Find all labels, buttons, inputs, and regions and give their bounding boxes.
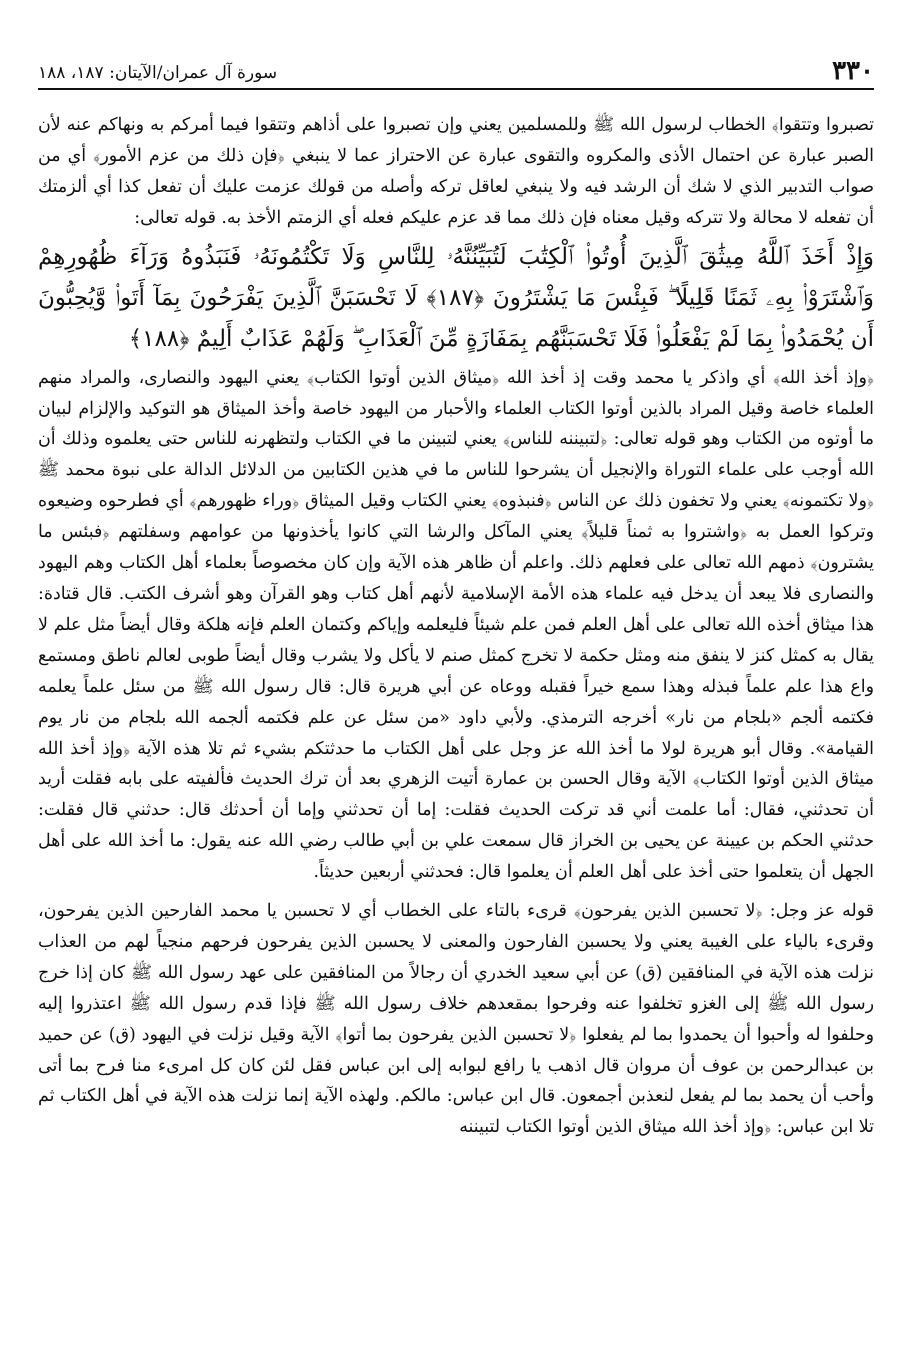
page-body (38, 110, 874, 1143)
running-head: سورة آل عمران/الآيتان: ١٨٧، ١٨٨ (38, 63, 278, 83)
page-number: ٣٣٠ (832, 56, 874, 86)
commentary-paragraph: ﴿وإذ أخذ الله﴾ أي واذكر يا محمد وقت إذ أخذ الله ﴿ميثاق الذين أوتوا الكتاب﴾ يعني اليهود والنصارى، والمراد منهم العلماء خاصة وقيل المراد بالذين أوتوا الكتاب العلماء والأحبار من اليهود خاصة وأخذ الميثاق هو التوكيد والإلزام لبيان ما أوتوه من الكتاب وهو قوله تعالى: ﴿لتبيننه للناس﴾ يعني لتبينن ما في الكتاب ولتظهرنه للناس حتى يعلموه وذلك أن الله أوجب على علماء التوراة والإنجيل أن يشرحوا للناس ما في هذين الكتابين من الدلائل الدالة على نبوة محمد ﷺ ﴿ولا تكتمونه﴾ يعني ولا تخفون ذلك عن الناس ﴿فنبذوه﴾ يعني الكتاب وقيل الميثاق ﴿وراء ظهورهم﴾ أي فطرحوه وضيعوه وتركوا العمل به ﴿واشتروا به ثمناً قليلاً﴾ يعني المآكل والرشا التي كانوا يأخذونها من عوامهم وسفلتهم ﴿فبئس ما يشترون﴾ ذمهم الله تعالى على فعلهم ذلك. واعلم أن ظاهر هذه الآية وإن كان مخصوصاً بعلماء أهل الكتاب وهم اليهود والنصارى فلا يبعد أن يدخل فيه علماء هذه الأمة الإسلامية لأنهم أهل كتاب وهو القرآن وهو أشرف الكتب. قال قتادة: هذا ميثاق أخذه الله تعالى على أهل العلم فمن علم شيئاً فليعلمه وإياكم وكتمان العلم فإنه هلكة وقال أيضاً مثل علم لا يقال به كمثل كنز لا ينفق منه ومثل حكمة لا تخرج كمثل صنم لا يأكل ولا يشرب وقال أيضاً طوبى لعالم ناطق ومستمع واع هذا علم علماً فبذله وهذا سمع خيراً فقبله ووعاه عن أبي هريرة قال: قال رسول الله ﷺ من سئل علماً يعلمه فكتمه ألجم «بلجام من نار» أخرجه الترمذي. ولأبي داود «من سئل عن علم فكتمه ألجمه الله بلجام من نار يوم القيامة». وقال أبو هريرة لولا ما أخذ الله عز وجل على أهل الكتاب ما حدثتكم بشيء ثم تلا هذه الآية ﴿وإذ أخذ الله ميثاق الذين أوتوا الكتاب﴾ الآية وقال الحسن بن عمارة أتيت الزهري بعد أن ترك الحديث فألفيته على بابه فقلت أريد أن تحدثني، فقال: أما علمت أني قد تركت الحديث فقلت: إما أن تحدثني وإما أن أحدثك قال: حدثني قال فقلت: حدثني الحكم بن عيينة عن يحيى بن الخراز قال سمعت علي بن أبي طالب رضي الله عنه يقول: ما أخذ الله على أهل الجهل أن يتعلموا حتى أخذ على أهل العلم أن يعلموا قال: فحدثني أربعين حديثاً. (38, 367, 874, 883)
commentary-paragraph: قوله عز وجل: ﴿لا تحسبن الذين يفرحون﴾ قرىء بالتاء على الخطاب أي لا تحسبن يا محمد الفارحين الذين يفرحون، وقرىء بالياء على الغيبة يعني ولا يحسبن الفارحون والمعنى لا يحسبن الذين يفرحون فرحهم منجياً لهم من العذاب نزلت هذه الآية في المنافقين (ق) عن أبي سعيد الخدري أن رجالاً من المنافقين على عهد رسول الله ﷺ كان إذا خرج رسول الله ﷺ إلى الغزو تخلفوا عنه وفرحوا بمقعدهم خلاف رسول الله ﷺ فإذا قدم رسول الله ﷺ اعتذروا إليه وحلفوا له وأحبوا أن يحمدوا بما لم يفعلوا ﴿لا تحسبن الذين يفرحون بما أتوا﴾ الآية وقيل نزلت في اليهود (ق) عن حميد بن عبدالرحمن بن عوف أن مروان قال اذهب يا رافع لبوابه إلى ابن عباس فقل لئن كان كل امرىء منا فرح بما أتى وأحب أن يحمد بما لم يفعل لنعذبن أجمعون. قال ابن عباس: مالكم. ولهذه الآية إنما نزلت هذه الآية في أهل الكتاب ثم تلا ابن عباس: ﴿وإذ أخذ الله ميثاق الذين أوتوا الكتاب لتبيننه (38, 901, 874, 1138)
page-header (38, 56, 874, 90)
commentary-paragraph: تصبروا وتتقوا﴾ الخطاب لرسول الله ﷺ وللمسلمين يعني وإن تصبروا على أذاهم وتتقوا فيما أمركم به ونهاكم عنه لأن الصبر عبارة عن احتمال الأذى والمكروه والتقوى عبارة عن الاحتراز عما لا ينبغي ﴿فإن ذلك من عزم الأمور﴾ أي من صواب التدبير الذي لا شك أن الرشد فيه ولا ينبغي لعاقل تركه وأصله من قولك عزمت عليك أن تفعل كذا أي ألزمتك أن تفعله لا محالة ولا تتركه وقيل معناه فإن ذلك مما قد عزم عليكم فعله أي الزمتم الأخذ به. قوله تعالى: (38, 115, 874, 228)
quran-verses: وَإِذْ أَخَذَ ٱللَّهُ مِيثَٰقَ ٱلَّذِينَ أُوتُوا۟ ٱلْكِتَٰبَ لَتُبَيِّنُنَّهُۥ لِلنَّاسِ وَلَا تَكْتُمُونَهُۥ فَنَبَذُوهُ وَرَآءَ ظُهُورِهِمْ وَٱشْتَرَوْا۟ بِهِۦ ثَمَنًا قَلِيلًا ۖ فَبِئْسَ مَا يَشْتَرُونَ ﴿١٨٧﴾ لَا تَحْسَبَنَّ ٱلَّذِينَ يَفْرَحُونَ بِمَآ أَتَوا۟ وَّيُحِبُّونَ أَن يُحْمَدُوا۟ بِمَا لَمْ يَفْعَلُوا۟ فَلَا تَحْسَبَنَّهُم بِمَفَازَةٍ مِّنَ ٱلْعَذَابِ ۖ وَلَهُمْ عَذَابٌ أَلِيمٌ ﴿١٨٨﴾ (38, 243, 874, 352)
